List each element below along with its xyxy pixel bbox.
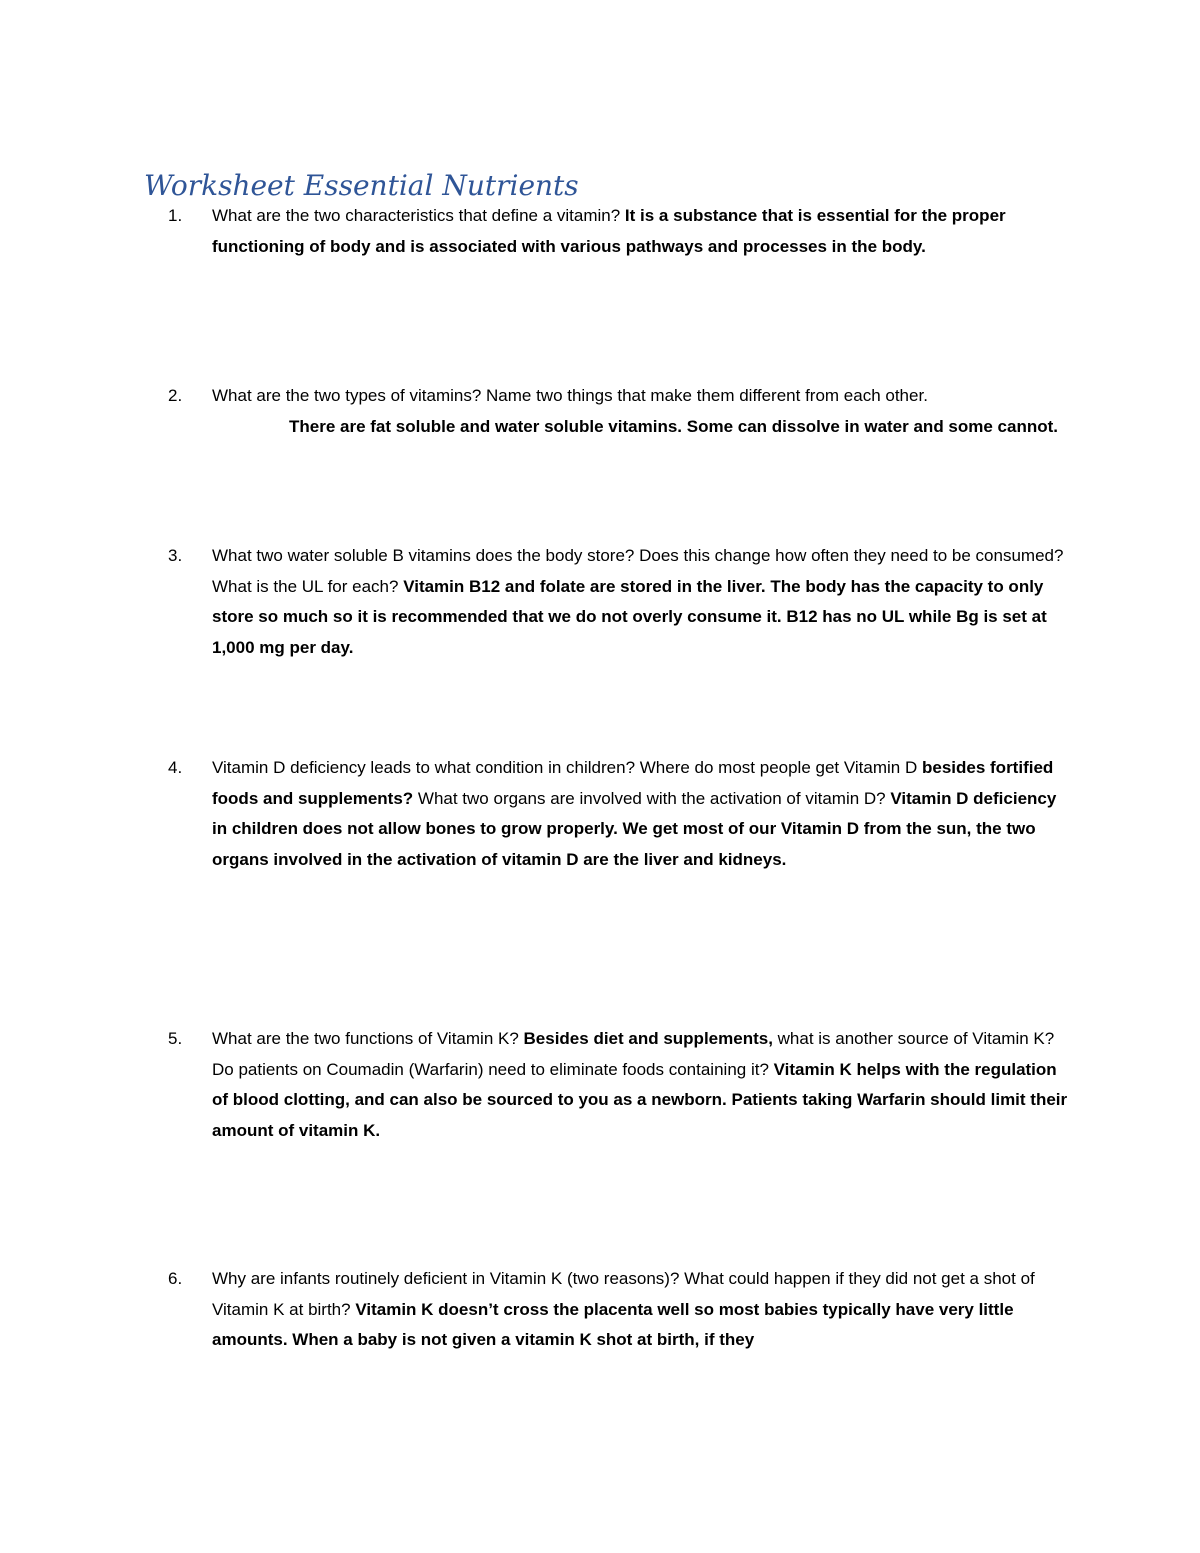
question-number: 6. <box>168 1269 183 1288</box>
question-body <box>212 753 1068 875</box>
answer-text: There are fat soluble and water soluble vitamins. Some can dissolve in water and some cannot. <box>289 416 1059 436</box>
question-body <box>212 541 1068 663</box>
page-title: Worksheet Essential Nutrients <box>144 169 579 202</box>
question-text: What are the two types of vitamins? Name two things that make them different from each other. <box>212 386 928 405</box>
question-number: 3. <box>168 546 183 565</box>
question-number: 2. <box>168 386 183 405</box>
question-1 <box>168 201 1068 262</box>
question-text-bold: Besides diet and supplements, <box>523 1029 773 1048</box>
question-number: 4. <box>168 758 183 777</box>
question-body <box>212 381 1068 442</box>
question-text: What are the two functions of Vitamin K? <box>212 1029 524 1048</box>
question-body <box>212 201 1068 262</box>
answer-text: Vitamin B12 and folate are stored in the liver. The body has the capacity to only store so much so it is recommended that we do not overly consume it. B12 has no UL while Bg is set at 1,000 mg per day. <box>212 576 1047 657</box>
question-number: 5. <box>168 1029 183 1048</box>
question-body <box>212 1264 1068 1356</box>
question-text: What are the two characteristics that define a vitamin? <box>212 206 625 225</box>
question-text-continued: what is another source of Vitamin K? Do patients on Coumadin (Warfarin) need to eliminate foods containing it? <box>212 1029 1055 1079</box>
answer-text: It is a substance that is essential for the proper functioning of body and is associated with various pathways and processes in the body. <box>212 206 1006 256</box>
answer-text: Vitamin K doesn’t cross the placenta well so most babies typically have very little amounts. When a baby is not given a vitamin K shot at birth, if they <box>212 1299 1014 1349</box>
question-4 <box>168 753 1068 875</box>
question-text-bold: besides fortified foods and supplements? <box>212 758 1054 808</box>
question-body <box>212 1024 1068 1146</box>
question-2 <box>168 381 1068 442</box>
question-5 <box>168 1024 1068 1146</box>
question-text-continued: What two organs are involved with the activation of vitamin D? <box>413 788 891 808</box>
question-text: Vitamin D deficiency leads to what condition in children? Where do most people get Vitamin D <box>212 758 922 777</box>
answer-text: Vitamin K helps with the regulation of blood clotting, and can also be sourced to you as a newborn. Patients taking Warfarin should limit their amount of vitamin K. <box>212 1059 1068 1140</box>
answer-text: Vitamin D deficiency in children does not allow bones to grow properly. We get most of our Vitamin D from the sun, the two organs involved in the activation of vitamin D are the liver and kidneys. <box>212 788 1057 869</box>
question-number: 1. <box>168 206 183 225</box>
question-6 <box>168 1264 1068 1356</box>
question-3 <box>168 541 1068 663</box>
question-text: What two water soluble B vitamins does the body store? Does this change how often they need to be consumed? What is the UL for each? <box>212 546 1064 596</box>
question-text: Why are infants routinely deficient in Vitamin K (two reasons)? What could happen if they did not get a shot of Vitamin K at birth? <box>212 1269 1035 1319</box>
